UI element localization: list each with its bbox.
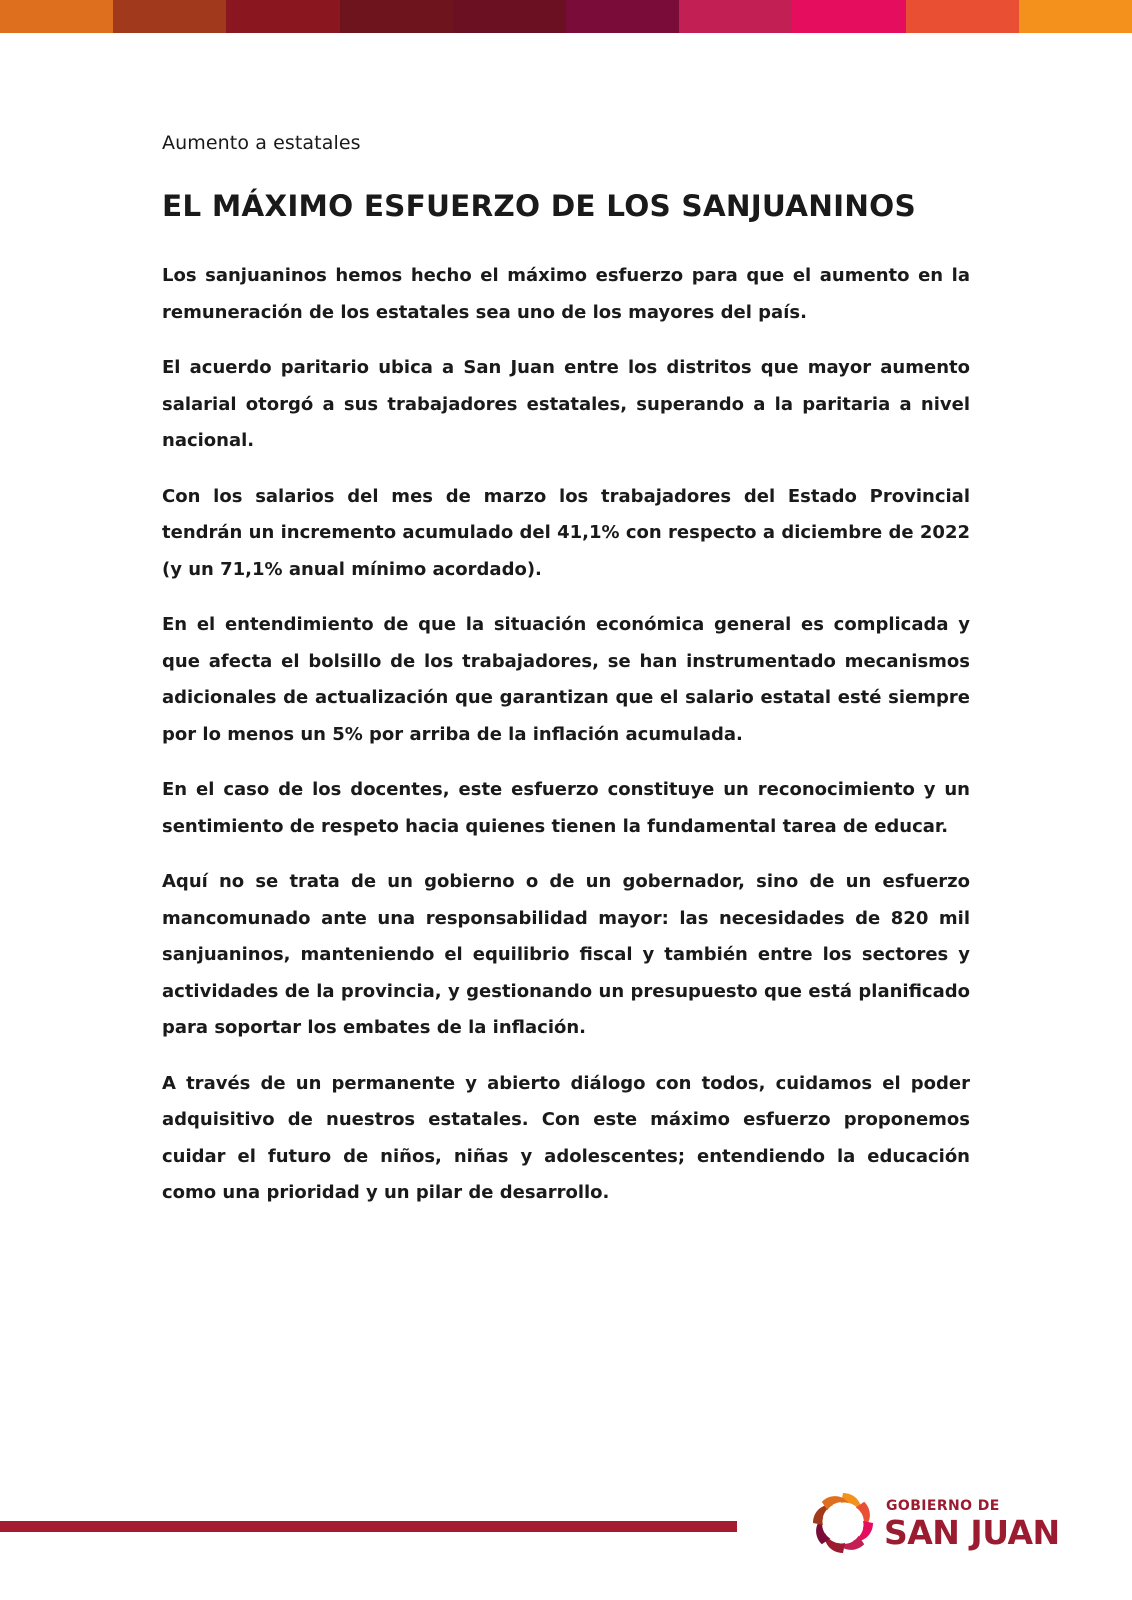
paragraph: En el entendimiento de que la situación económica general es complicada y que afecta el bolsillo de los trabajadores, se han instrumentado mecanismos adicionales de actualización que garantizan que el salario estatal esté siempre por lo menos un 5% por arriba de la inflación acumulada. — [162, 614, 970, 745]
document-kicker: Aumento a estatales — [162, 132, 361, 154]
header-color-bar — [0, 0, 1132, 33]
document-body — [162, 130, 970, 1231]
paragraph: El acuerdo paritario ubica a San Juan entre los distritos que mayor aumento salarial otorgó a sus trabajadores estatales, superando a la paritaria a nivel nacional. — [162, 357, 970, 451]
header-color-segment — [679, 0, 792, 33]
header-color-segment — [1019, 0, 1132, 33]
logo-top-text: GOBIERNO DE — [886, 1498, 1000, 1514]
header-color-segment — [566, 0, 679, 33]
logo-main-text: SAN JUAN — [884, 1513, 1060, 1552]
header-color-segment — [453, 0, 566, 33]
paragraph: A través de un permanente y abierto diálogo con todos, cuidamos el poder adquisitivo de nuestros estatales. Con este máximo esfuerzo proponemos cuidar el futuro de niños, niñas y adolescentes; entendiendo la educación como una prioridad y un pilar de desarrollo. — [162, 1072, 970, 1203]
footer-divider-line — [0, 1521, 737, 1532]
gobierno-san-juan-logo — [810, 1490, 1070, 1560]
paragraph: Los sanjuaninos hemos hecho el máximo esfuerzo para que el aumento en la remuneración de los estatales sea uno de los mayores del país. — [162, 265, 970, 323]
sun-swirl-logo-icon — [810, 1490, 876, 1556]
paragraph: En el caso de los docentes, este esfuerzo constituye un reconocimiento y un sentimiento de respeto hacia quienes tienen la fundamental tarea de educar. — [162, 779, 970, 837]
paragraph: Con los salarios del mes de marzo los trabajadores del Estado Provincial tendrán un incremento acumulado del 41,1% con respecto a diciembre de 2022 (y un 71,1% anual mínimo acordado). — [162, 485, 970, 580]
header-color-segment — [340, 0, 453, 33]
header-color-segment — [0, 0, 113, 33]
document-headline: EL MÁXIMO ESFUERZO DE LOS SANJUANINOS — [162, 189, 916, 223]
header-color-segment — [906, 0, 1019, 33]
paragraph: Aquí no se trata de un gobierno o de un gobernador, sino de un esfuerzo mancomunado ante una responsabilidad mayor: las necesidades de 820 mil sanjuaninos, manteniendo el equilibrio fiscal y también entre los sectores y actividades de la provincia, y gestionando un presupuesto que está planificado para soportar los embates de la inflación. — [162, 871, 970, 1038]
header-color-segment — [792, 0, 905, 33]
header-color-segment — [113, 0, 226, 33]
paragraph-list — [162, 258, 970, 1212]
header-color-segment — [226, 0, 339, 33]
